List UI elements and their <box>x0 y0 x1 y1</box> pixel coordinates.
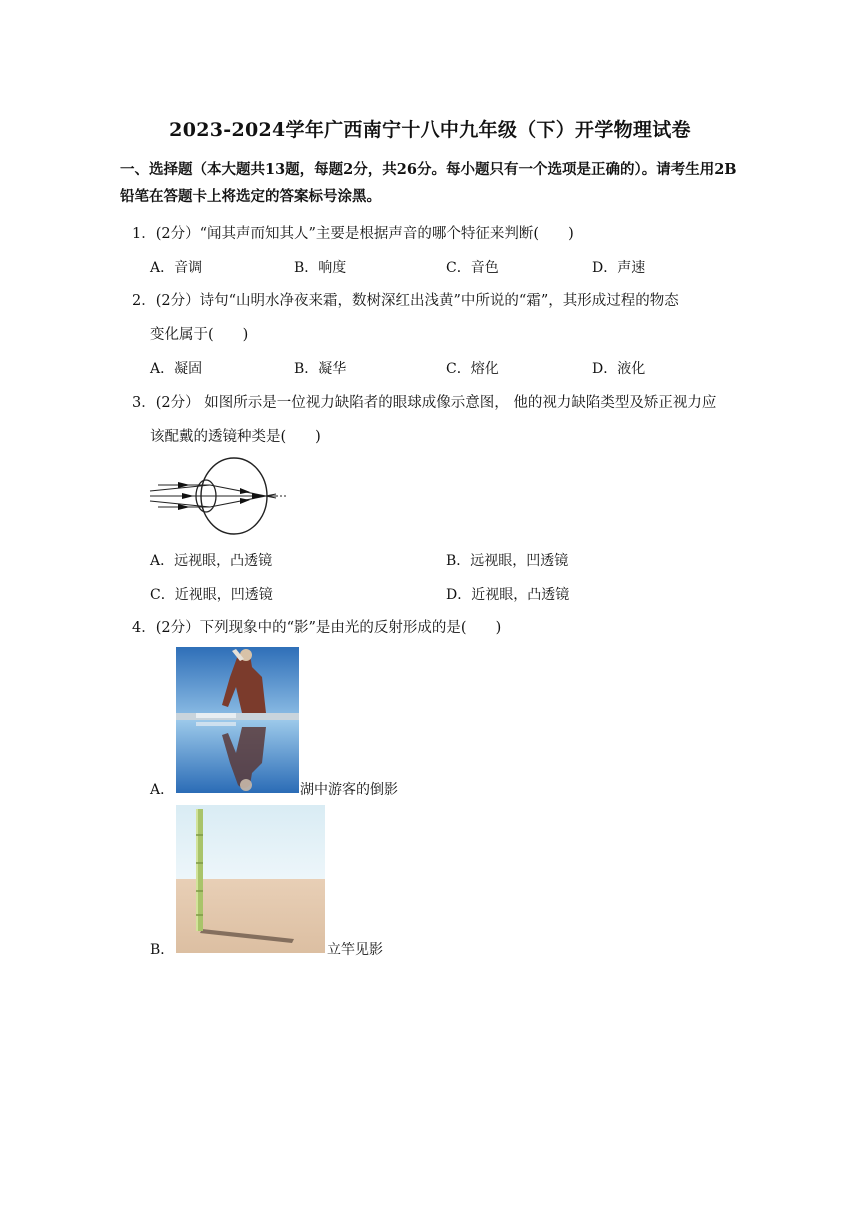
question-3-option-d: D．近视眼，凸透镜 <box>446 587 570 603</box>
question-2-option-c: C．熔化 <box>446 361 499 377</box>
question-2-stem-line2: 变化属于( ) <box>150 327 249 343</box>
question-1-option-c: C．音色 <box>446 260 499 276</box>
question-4-stem: 4．(2分）下列现象中的“影”是由光的反射形成的是( ) <box>132 620 502 636</box>
question-1-option-d: D．声速 <box>592 260 646 276</box>
question-4-option-b-letter: B． <box>150 942 175 958</box>
lake-reflection-image <box>176 647 299 793</box>
question-3-option-a: A．远视眼，凸透镜 <box>150 553 273 569</box>
question-2-option-b: B．凝华 <box>294 361 347 377</box>
question-2-stem-line1: 2．(2分）诗句“山明水净夜来霜，数树深红出浅黄”中所说的“霜”，其形成过程的物态 <box>132 293 679 309</box>
question-2-option-d: D．液化 <box>592 361 646 377</box>
question-1-option-a: A．音调 <box>150 260 203 276</box>
question-3-stem-line2: 该配戴的透镜种类是( ) <box>150 429 321 445</box>
question-4-option-b-caption: 立竿见影 <box>327 942 383 958</box>
question-1-option-b: B．响度 <box>294 260 347 276</box>
page-title: 2023-2024学年广西南宁十八中九年级（下）开学物理试卷 <box>169 119 691 141</box>
question-4-option-a-letter: A． <box>150 782 175 798</box>
pole-shadow-image <box>176 805 325 953</box>
question-4-option-a-caption: 湖中游客的倒影 <box>300 782 398 798</box>
question-3-option-b: B．远视眼，凹透镜 <box>446 553 569 569</box>
question-3-stem-line1: 3．(2分） 如图所示是一位视力缺陷者的眼球成像示意图， 他的视力缺陷类型及矫正视力应 <box>132 395 717 411</box>
question-1-stem: 1．(2分）“闻其声而知其人”主要是根据声音的哪个特征来判断( ) <box>132 226 574 242</box>
question-2-option-a: A．凝固 <box>150 361 203 377</box>
section-heading: 一、选择题（本大题共13题，每题2分，共26分。每小题只有一个选项是正确的）。请考生用2B铅笔在答题卡上将选定的答案标号涂黑。 <box>120 161 737 205</box>
question-3-option-c: C．近视眼，凹透镜 <box>150 587 273 603</box>
eye-diagram <box>148 455 293 537</box>
